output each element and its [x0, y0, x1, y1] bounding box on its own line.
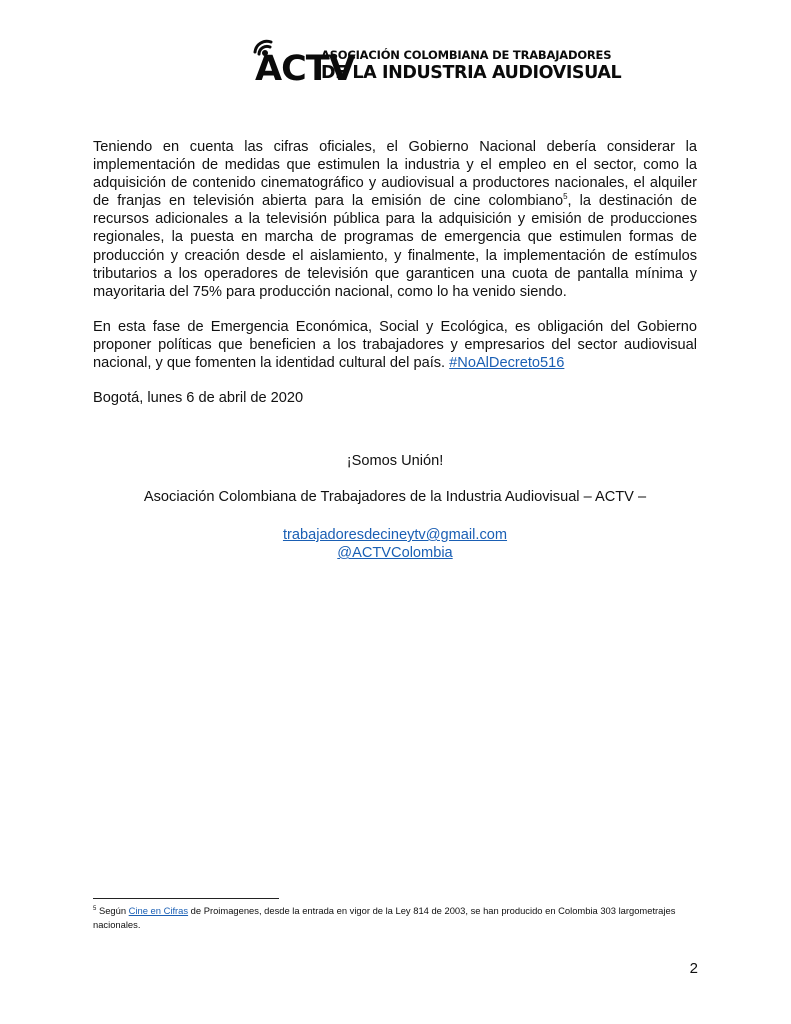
footnote-text: de Proimagenes, desde la entrada en vigor de la Ley 814 de 2003, se han producido en Colombia 303 largometrajes nacionales. — [93, 905, 676, 930]
header-logo — [249, 38, 622, 94]
organization-name-line2: DE LA INDUSTRIA AUDIOVISUAL — [321, 63, 622, 83]
footnote-prefix: Según — [96, 905, 129, 916]
paragraph-obligation-text: En esta fase de Emergencia Económica, Social y Ecológica, es obligación del Gobierno proponer políticas que beneficien a los trabajadores y empresarios del sector audiovisual nacional, y que fomenten la identidad cultural del país. — [93, 318, 697, 372]
organization-name-line1: ASOCIACIÓN COLOMBIANA DE TRABAJADORES — [321, 48, 612, 62]
contact-block — [93, 526, 697, 562]
paragraph-obligation — [93, 318, 697, 372]
logo-wordmark: ACTV — [255, 49, 355, 89]
footnote-source-link[interactable]: Cine en Cifras — [128, 905, 189, 916]
footnote — [93, 904, 697, 932]
email-link[interactable]: trabajadoresdecineytv@gmail.com — [282, 527, 508, 543]
footnote-reference[interactable]: 5 — [563, 192, 568, 202]
slogan: ¡Somos Unión! — [346, 453, 444, 469]
footnote-number: 5 — [93, 905, 97, 912]
social-handle-link[interactable]: @ACTVColombia — [337, 545, 453, 562]
signature-line: Asociación Colombiana de Trabajadores de la Industria Audiovisual – ACTV – — [143, 489, 647, 505]
organization-name — [321, 48, 622, 84]
paragraph-proposals-part1: Teniendo en cuenta las cifras oficiales, el Gobierno Nacional debería considerar la implementación de medidas que estimulen la industria y el empleo en el sector, como la adquisición de contenido cinematográfico y audiovisual a productores nacionales, el alquiler de franjas en televisión abierta para la emisión de cine colombiano — [93, 139, 697, 210]
hashtag-link[interactable]: #NoAlDecreto516 — [449, 355, 565, 372]
date-line: Bogotá, lunes 6 de abril de 2020 — [93, 390, 304, 407]
paragraph-proposals — [93, 138, 697, 301]
page-number: 2 — [689, 960, 698, 977]
paragraph-proposals-part2: , la destinación de recursos adicionales a la televisión pública para la adquisición y emisión de producciones regionales, la puesta en marcha de programas de emergencia que estimulen formas de producción y creación desde el aislamiento, y finalmente, la implementación de estímulos tributarios a los operadores de televisión que garanticen una cuota de pantalla mínima y mayoritaria del 75% para producción nacional, como lo ha venido siendo. — [93, 193, 697, 300]
letter-body — [93, 138, 697, 407]
footnote-divider — [93, 898, 279, 899]
